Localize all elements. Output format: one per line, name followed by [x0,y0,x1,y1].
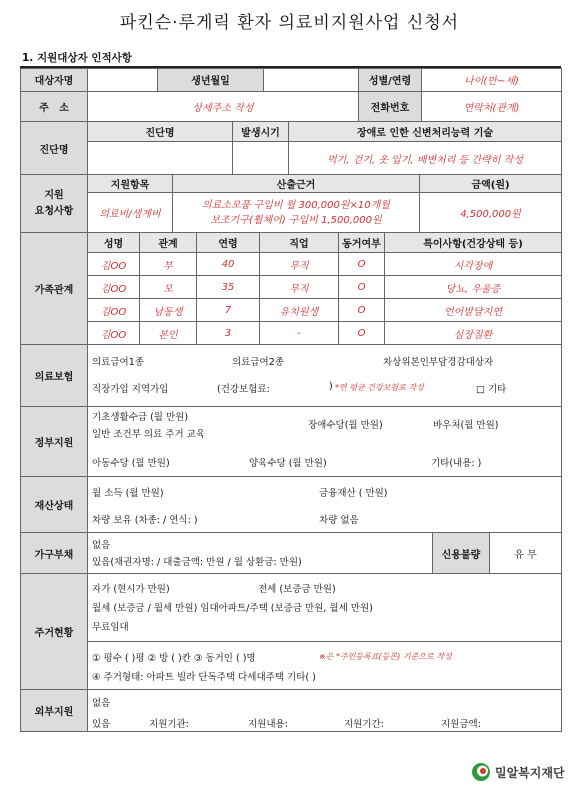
label-medical-insurance: 의료보험 [21,345,88,407]
housing-jeonse[interactable]: 전세 (보증금 만원) [258,584,336,595]
col-ability: 장애로 인한 신변처리능력 기술 [289,122,562,142]
birth-field[interactable] [264,68,359,92]
medical-premium[interactable]: (건강보험료: [217,384,270,395]
label-birth: 생년월일 [158,68,264,92]
gov-basic-living[interactable]: 기초생활수급 (월 만원) [92,412,189,423]
housing-type[interactable]: ④ 주거형태: 아파트 빌라 단독주택 다세대주택 기타( ) [92,672,316,683]
section-heading: 1. 지원대상자 인적사항 [22,52,132,64]
family-cell[interactable]: 모 [140,276,197,299]
housing-monthly-rent[interactable]: 월세 (보증금 / 월세 만원) 임대아파트/주택 (보증금 만원, 월세 만원) [92,603,373,614]
housing-size[interactable]: ① 평수 ( )평 ② 방 ( )칸 ③ 동거인 ( )명 [92,653,256,664]
family-cell[interactable]: 35 [197,276,260,299]
family-col-header: 특이사항(건강상태 등) [385,233,562,253]
gov-parenting-allowance[interactable]: 양육수당 (월 만원) [249,458,327,469]
debt-yes[interactable]: 있음(채권자명: / 대출금액: 만원 / 월 상환금: 만원) [92,557,302,568]
gov-disability-allowance[interactable]: 장애수당(월 만원) [308,420,383,431]
housing-note: ※은 *주민등록표(등본) 기준으로 작성 [319,652,452,661]
family-cell[interactable]: 40 [197,253,260,276]
form-title: 파킨슨·루게릭 환자 의료비지원사업 신청서 [119,13,460,33]
label-credit: 신용불량 [433,533,490,574]
label-assets: 재산상태 [21,477,88,533]
basis-line-2: 보조기구(휠체어) 구입비 1,500,000원 [210,214,382,226]
family-cell[interactable]: 7 [197,299,260,322]
family-cell[interactable]: 심장질환 [385,322,562,345]
outside-amount[interactable]: 지원금액: [441,719,481,730]
support-item-field[interactable]: 의료비/생계비 [88,193,173,233]
family-cell[interactable]: 무직 [260,253,339,276]
col-onset: 발생시기 [233,122,289,142]
foundation-name: 밀알복지재단 [495,765,565,780]
label-request: 지원 요청사항 [21,175,88,233]
outside-none[interactable]: 없음 [92,698,111,709]
family-cell[interactable]: 당뇨, 우울증 [385,276,562,299]
address-field[interactable]: 상세주소 작성 [88,92,359,122]
phone-field[interactable]: 연락처(관계) [422,92,562,122]
family-cell[interactable]: O [339,253,385,276]
family-cell[interactable]: 3 [197,322,260,345]
family-col-header: 관계 [140,233,197,253]
family-cell[interactable]: 무직 [260,276,339,299]
family-cell[interactable]: 본인 [140,322,197,345]
family-col-header: 성명 [88,233,140,253]
housing-free-rent[interactable]: 무료임대 [92,622,129,633]
asset-income[interactable]: 월 소득 (월 만원) [92,488,164,499]
outside-period[interactable]: 지원기간: [344,719,384,730]
family-cell[interactable]: - [260,322,339,345]
credit-options[interactable]: 유 무 [490,533,562,574]
ability-field[interactable]: 먹기, 걷기, 옷 입기, 배변처리 등 간략히 작성 [289,142,562,175]
family-cell[interactable]: O [339,322,385,345]
name-field[interactable] [88,68,158,92]
col-diagnosis-name: 진단명 [88,122,233,142]
family-col-header: 연령 [197,233,260,253]
family-cell[interactable]: 김OO [88,322,140,345]
label-phone: 전화번호 [359,92,422,122]
medical-premium-close: ) [329,381,333,392]
family-col-header: 직업 [260,233,339,253]
family-cell[interactable]: O [339,276,385,299]
label-sex-age: 성별/연령 [359,68,422,92]
asset-vehicle[interactable]: 차량 보유 (차종: / 연식: ) [92,515,198,526]
family-cell[interactable]: 김OO [88,253,140,276]
family-cell[interactable]: 부 [140,253,197,276]
outside-agency[interactable]: 지원기관: [149,719,189,730]
label-housing: 주거현황 [21,574,88,690]
asset-no-vehicle[interactable]: 차량 없음 [319,515,359,526]
label-family: 가족관계 [21,233,88,345]
label-address: 주 소 [21,92,88,122]
asset-financial[interactable]: 금융재산 ( 만원) [319,488,388,499]
medical-option-2[interactable]: 의료급여2종 [232,357,284,368]
gov-voucher[interactable]: 바우처(월 만원) [433,420,499,431]
amount-field[interactable]: 4,500,000원 [420,193,562,233]
sex-age-field[interactable]: 나이(만~세) [422,68,562,92]
gov-child-allowance[interactable]: 아동수당 (월 만원) [92,458,170,469]
table-top-border [20,68,562,69]
gov-conditional[interactable]: 일반 조건부 의료 주거 교육 [92,429,206,440]
col-basis: 산출근거 [173,175,420,193]
family-cell[interactable]: 김OO [88,299,140,322]
outside-content[interactable]: 지원내용: [248,719,288,730]
medical-option-4[interactable]: 직장가입 지역가입 [92,384,169,395]
basis-field[interactable] [173,193,420,233]
label-gov-support: 정부지원 [21,407,88,477]
family-cell[interactable]: O [339,299,385,322]
col-support-item: 지원항목 [88,175,173,193]
label-diagnosis: 진단명 [21,122,88,175]
onset-field[interactable] [233,142,289,175]
foundation-logo-icon [471,762,491,782]
medical-option-3[interactable]: 차상위본인부담경감대상자 [383,357,494,368]
family-cell[interactable]: 김OO [88,276,140,299]
label-debt: 가구부채 [21,533,88,574]
medical-option-other[interactable]: □ 기타 [476,384,507,395]
family-cell[interactable]: 언어발달지연 [385,299,562,322]
housing-own[interactable]: 자가 (현시가 만원) [92,584,170,595]
foundation-logo [471,762,565,782]
medical-note: *연 평균 건강보험료 작성 [335,383,424,392]
debt-none[interactable]: 없음 [92,540,111,551]
family-cell[interactable]: 남동생 [140,299,197,322]
gov-other[interactable]: 기타(내용: ) [431,458,482,469]
medical-option-1[interactable]: 의료급여1종 [92,357,144,368]
application-form-table [20,68,562,732]
diagnosis-name-field[interactable] [88,142,233,175]
family-col-header: 동거여부 [339,233,385,253]
col-amount: 금액(원) [420,175,562,193]
family-cell[interactable]: 시각장애 [385,253,562,276]
label-outside-support: 외부지원 [21,690,88,732]
basis-line-1: 의료소모품 구입비 월 300,000원×10개월 [202,199,390,211]
label-name: 대상자명 [21,68,88,92]
family-cell[interactable]: 유치원생 [260,299,339,322]
outside-yes[interactable]: 있음 [92,719,111,730]
